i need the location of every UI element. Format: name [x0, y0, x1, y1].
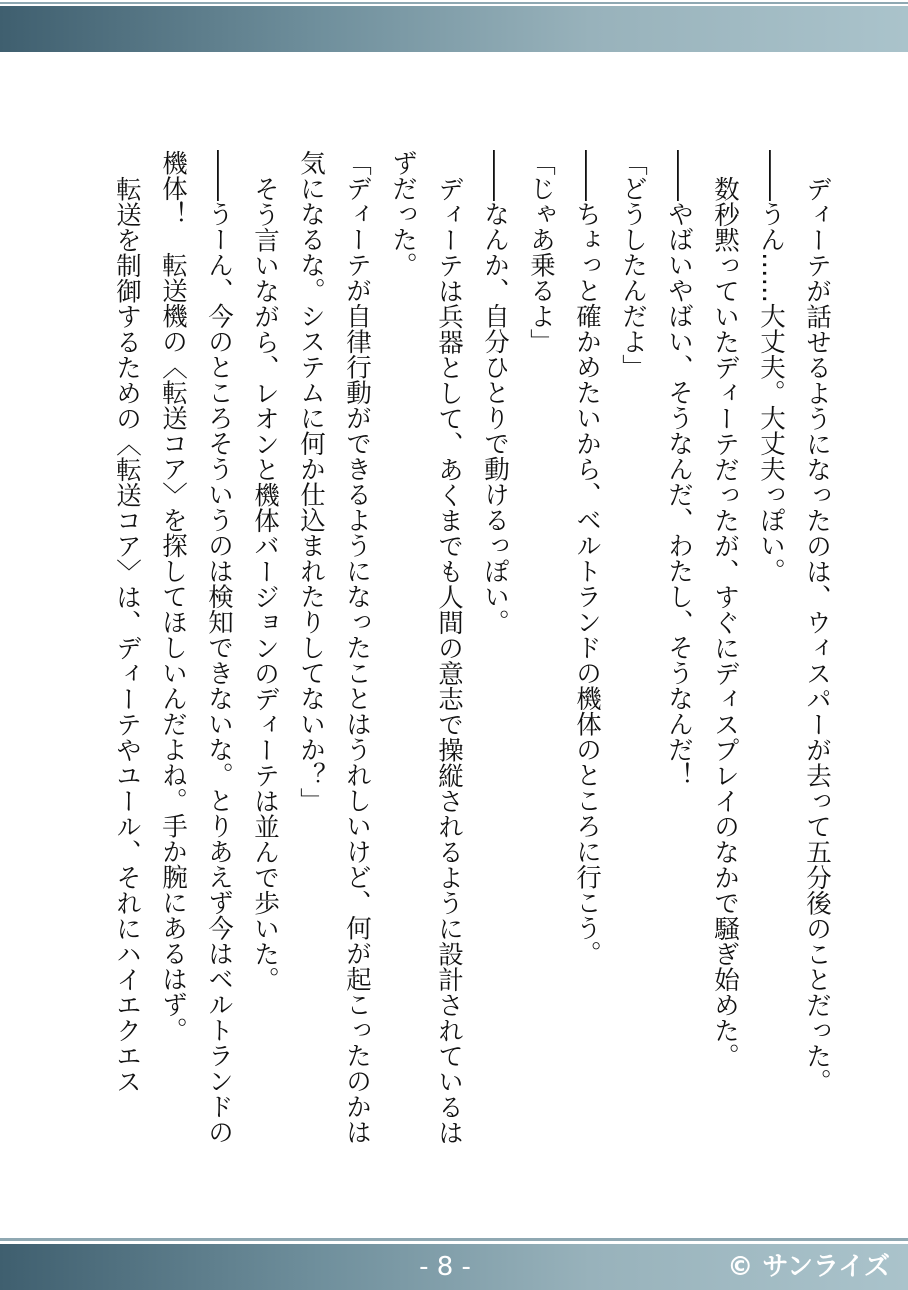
paragraph: ディーテが話せるようになったのは、ウィスパーが去って五分後のことだった。 [802, 175, 832, 1094]
paragraph: 「どうしたんだよ」 [618, 150, 648, 380]
page-number: - 8 - [419, 1252, 471, 1282]
paragraph: ――ちょっと確かめたいから、ベルトランドの機体のところに行こう。 [572, 150, 602, 966]
paragraph: ――やばいやばい、そうなんだ、わたし、そうなんだ！ [664, 150, 694, 788]
copyright-notice: © サンライズ [727, 1252, 890, 1282]
top-rule [0, 2, 908, 4]
paragraph: 「じゃあ乗るよ」 [526, 150, 556, 354]
novel-body-text [80, 150, 840, 1160]
paragraph: 「ディーテが自律行動ができるようになったことはうれしいけど、何が起こったのかは気になるな。システムに何か仕込まれたりしてないか？」 [296, 150, 372, 1145]
paragraph: ――うーん、今のところそういうのは検知できないな。とりあえず今はベルトランドの機体！ 転送機の〈転送コア〉を探してほしいんだよね。手か腕にあるはず。 [158, 150, 234, 1145]
paragraph: 転送を制御するための〈転送コア〉は、ディーテやユール、それにハイエクエス [112, 175, 142, 1094]
bottom-rule [0, 1238, 908, 1241]
paragraph: ――うん……大丈夫。大丈夫っぽい。 [756, 150, 786, 584]
paragraph: そう言いながら、レオンと機体バージョンのディーテは並んで歩いた。 [250, 175, 280, 992]
header-band [0, 6, 908, 52]
paragraph: ディーテは兵器として、あくまでも人間の意志で操縦されるように設計されているはずだった。 [388, 150, 464, 1145]
paragraph: 数秒黙っていたディーテだったが、すぐにディスプレイのなかで騒ぎ始めた。 [710, 175, 740, 1068]
paragraph: ――なんか、自分ひとりで動けるっぽい。 [480, 150, 510, 635]
